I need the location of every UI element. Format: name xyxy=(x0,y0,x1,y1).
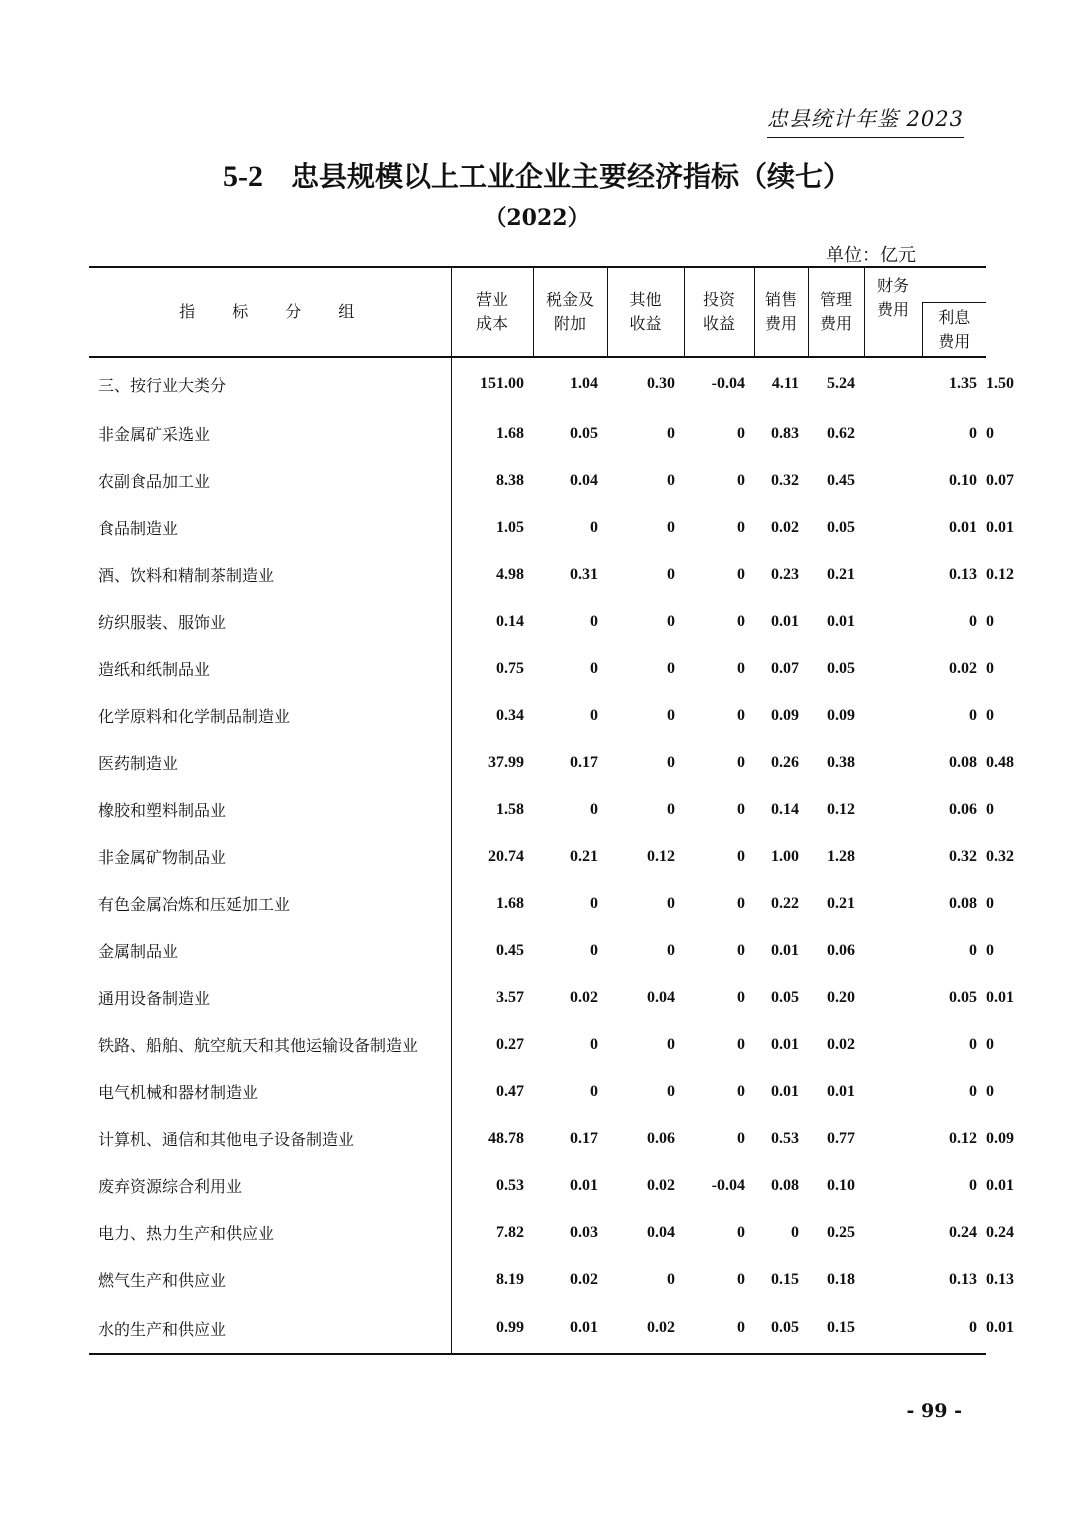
table-cell: 0 xyxy=(667,894,675,912)
table-cell: 0 xyxy=(969,941,977,959)
row-label: 有色金属冶炼和压延加工业 xyxy=(89,880,451,927)
table-cell: 0.01 xyxy=(827,1082,855,1100)
table-cell: 0.05 xyxy=(771,1319,799,1336)
table-row: 废弃资源综合利用业 0.53 0.01 0.02 -0.04 0.08 0.10 0 0.01 xyxy=(89,1162,986,1209)
row-label: 非金属矿物制品业 xyxy=(89,833,451,880)
table-cell: 0.02 xyxy=(647,1319,675,1336)
page-number: - 99 - xyxy=(906,1400,962,1422)
table-cell: 0.05 xyxy=(570,424,598,442)
table-cell: 0 xyxy=(737,1319,745,1336)
table-cell: 0 xyxy=(737,1270,745,1288)
table-cell: 0 xyxy=(590,1035,598,1053)
table-cell: 0 xyxy=(667,800,675,818)
table-cell: 0 xyxy=(969,1319,977,1336)
table-cell: 0 xyxy=(969,706,977,724)
table-cell: 0 xyxy=(667,659,675,677)
table-row: 水的生产和供应业 0.99 0.01 0.02 0 0.05 0.15 0 0.01 xyxy=(89,1303,986,1353)
header-interest-expenses: 利息 费用 xyxy=(922,302,987,356)
table-cell: 0 xyxy=(667,1035,675,1053)
row-label: 电力、热力生产和供应业 xyxy=(89,1209,451,1256)
table-cell: 0.04 xyxy=(647,1223,675,1241)
table-cell: 0.13 xyxy=(949,1270,977,1288)
table-cell: 0.08 xyxy=(949,894,977,912)
table-cell: 3.57 xyxy=(496,988,524,1006)
table-cell: 0.12 xyxy=(647,847,675,865)
table-cell: 0.01 xyxy=(827,612,855,630)
table-cell: 0 xyxy=(667,471,675,489)
table-cell: 8.38 xyxy=(496,471,524,489)
table-cell: 0 xyxy=(737,894,745,912)
table-cell: 151.00 xyxy=(480,375,524,392)
table-cell: 0.20 xyxy=(827,988,855,1006)
table-cell: 0 xyxy=(590,894,598,912)
table-cell: 1.05 xyxy=(496,518,524,536)
table-cell: 0.05 xyxy=(771,988,799,1006)
table-cell: 0.24 xyxy=(949,1223,977,1241)
table-cell: 0 xyxy=(737,1223,745,1241)
row-label: 非金属矿采选业 xyxy=(89,410,451,457)
table-cell: 0.05 xyxy=(827,659,855,677)
table-cell: 0.32 xyxy=(949,847,977,865)
table-number: 5-2 xyxy=(222,160,263,193)
table-cell: 0 xyxy=(969,1176,977,1194)
table-cell: 4.98 xyxy=(496,565,524,583)
table-row: 通用设备制造业 3.57 0.02 0.04 0 0.05 0.20 0.05 0.01 xyxy=(89,974,986,1021)
table-cell: 0 xyxy=(667,565,675,583)
table-cell: 0.23 xyxy=(771,565,799,583)
table-cell: 0.13 xyxy=(949,565,977,583)
table-cell: 0 xyxy=(969,612,977,630)
header-operating-cost: 营业 成本 xyxy=(451,268,533,357)
row-label: 铁路、船舶、航空航天和其他运输设备制造业 xyxy=(89,1021,451,1068)
table-cell: 0 xyxy=(737,471,745,489)
table-cell: 0.62 xyxy=(827,424,855,442)
table-cell: 0 xyxy=(737,565,745,583)
table-cell: 0.09 xyxy=(771,706,799,724)
table-cell: 0.01 xyxy=(570,1176,598,1194)
row-label: 燃气生产和供应业 xyxy=(89,1256,451,1303)
table-cell: 0.53 xyxy=(496,1176,524,1194)
table-cell: 0 xyxy=(667,518,675,536)
table-cell: 0.03 xyxy=(570,1223,598,1241)
table-row: 造纸和纸制品业 0.75 0 0 0 0.07 0.05 0.02 0 xyxy=(89,645,986,692)
table-cell: 0.99 xyxy=(496,1319,524,1336)
row-label: 酒、饮料和精制茶制造业 xyxy=(89,551,451,598)
table-row: 纺织服装、服饰业 0.14 0 0 0 0.01 0.01 0 0 xyxy=(89,598,986,645)
table-cell: 0.06 xyxy=(949,800,977,818)
table-cell: 0.01 xyxy=(771,941,799,959)
table-cell: 0.06 xyxy=(827,941,855,959)
header-other-income: 其他 收益 xyxy=(607,268,684,357)
table-cell: 0 xyxy=(667,1082,675,1100)
row-label: 三、按行业大类分 xyxy=(89,357,451,410)
table-row: 三、按行业大类分 151.00 1.04 0.30 -0.04 4.11 5.24 1.35 1.50 xyxy=(89,357,986,410)
table-cell: 8.19 xyxy=(496,1270,524,1288)
table-row: 食品制造业 1.05 0 0 0 0.02 0.05 0.01 0.01 xyxy=(89,504,986,551)
table-cell: -0.04 xyxy=(711,1176,745,1194)
table-row: 计算机、通信和其他电子设备制造业 48.78 0.17 0.06 0 0.53 0.77 0.12 0.09 xyxy=(89,1115,986,1162)
table-cell: 0 xyxy=(737,1082,745,1100)
table-cell: 0.34 xyxy=(496,706,524,724)
table-cell: 0.02 xyxy=(949,659,977,677)
table-cell: 0.21 xyxy=(827,894,855,912)
table-cell: 0.14 xyxy=(771,800,799,818)
table-cell: 0.25 xyxy=(827,1223,855,1241)
table-cell: 0 xyxy=(667,753,675,771)
table-cell: 0.15 xyxy=(771,1270,799,1288)
table-row: 燃气生产和供应业 8.19 0.02 0 0 0.15 0.18 0.13 0.13 xyxy=(89,1256,986,1303)
table-cell: -0.04 xyxy=(711,375,745,392)
table-cell: 1.68 xyxy=(496,894,524,912)
table-cell: 0.53 xyxy=(771,1129,799,1147)
table-subtitle: （2022） xyxy=(484,205,590,231)
table-cell: 0 xyxy=(737,1129,745,1147)
table-cell: 0 xyxy=(667,424,675,442)
table-row: 非金属矿采选业 1.68 0.05 0 0 0.83 0.62 0 0 xyxy=(89,410,986,457)
table-cell: 0 xyxy=(590,1082,598,1100)
table-cell: 0.17 xyxy=(570,753,598,771)
row-label: 造纸和纸制品业 xyxy=(89,645,451,692)
table-cell: 7.82 xyxy=(496,1223,524,1241)
table-cell: 0.38 xyxy=(827,753,855,771)
table-cell: 0 xyxy=(737,518,745,536)
table-cell: 0.02 xyxy=(570,988,598,1006)
table-cell: 0.05 xyxy=(827,518,855,536)
table-cell: 0 xyxy=(791,1223,799,1241)
table-cell: 48.78 xyxy=(488,1129,524,1147)
table-cell: 0 xyxy=(590,941,598,959)
row-label: 食品制造业 xyxy=(89,504,451,551)
table-cell: 0.27 xyxy=(496,1035,524,1053)
header-investment-income: 投资 收益 xyxy=(684,268,754,357)
row-label: 化学原料和化学制品制造业 xyxy=(89,692,451,739)
table-cell: 0 xyxy=(667,941,675,959)
table-cell: 0 xyxy=(737,847,745,865)
table-row: 电气机械和器材制造业 0.47 0 0 0 0.01 0.01 0 0 xyxy=(89,1068,986,1115)
table-cell: 37.99 xyxy=(488,753,524,771)
running-head: 忠县统计年鉴 2023 xyxy=(767,103,964,138)
table-title: 忠县规模以上工业企业主要经济指标（续七） xyxy=(290,160,851,193)
table-cell: 0.47 xyxy=(496,1082,524,1100)
table-cell: 0.32 xyxy=(771,471,799,489)
table-cell: 0 xyxy=(590,612,598,630)
table-cell: 0 xyxy=(737,941,745,959)
table-cell: 0.83 xyxy=(771,424,799,442)
table-cell: 0.10 xyxy=(827,1176,855,1194)
table-row: 橡胶和塑料制品业 1.58 0 0 0 0.14 0.12 0.06 0 xyxy=(89,786,986,833)
table-cell: 1.00 xyxy=(771,847,799,865)
header-group: 指 标 分 组 xyxy=(89,268,451,357)
table-cell: 0.10 xyxy=(949,471,977,489)
table-cell: 0 xyxy=(737,424,745,442)
row-label: 医药制造业 xyxy=(89,739,451,786)
table-header-row xyxy=(89,268,986,357)
row-label: 废弃资源综合利用业 xyxy=(89,1162,451,1209)
table-cell: 0 xyxy=(737,800,745,818)
row-label: 农副食品加工业 xyxy=(89,457,451,504)
table-cell: 0 xyxy=(737,706,745,724)
table-row: 金属制品业 0.45 0 0 0 0.01 0.06 0 0 xyxy=(89,927,986,974)
row-label: 计算机、通信和其他电子设备制造业 xyxy=(89,1115,451,1162)
table-cell: 0 xyxy=(737,988,745,1006)
row-label: 橡胶和塑料制品业 xyxy=(89,786,451,833)
table-cell: 0 xyxy=(667,706,675,724)
table-cell: 20.74 xyxy=(488,847,524,865)
table-row: 非金属矿物制品业 20.74 0.21 0.12 0 1.00 1.28 0.32 0.32 xyxy=(89,833,986,880)
table-cell: 1.68 xyxy=(496,424,524,442)
table-row: 有色金属冶炼和压延加工业 1.68 0 0 0 0.22 0.21 0.08 0 xyxy=(89,880,986,927)
table-bottom-rule xyxy=(89,1353,986,1355)
table-cell: 0.02 xyxy=(647,1176,675,1194)
table-cell: 0.26 xyxy=(771,753,799,771)
table-cell: 0.09 xyxy=(827,706,855,724)
unit-label: 单位：亿元 xyxy=(826,245,916,266)
table-cell: 0.02 xyxy=(827,1035,855,1053)
table-cell: 0.01 xyxy=(771,612,799,630)
row-label: 通用设备制造业 xyxy=(89,974,451,1021)
table-cell: 0.01 xyxy=(949,518,977,536)
table-cell: 0 xyxy=(590,659,598,677)
table-cell: 0.01 xyxy=(771,1035,799,1053)
table-cell: 0.22 xyxy=(771,894,799,912)
table-cell: 0 xyxy=(737,753,745,771)
table-cell: 0.75 xyxy=(496,659,524,677)
row-label: 金属制品业 xyxy=(89,927,451,974)
table-cell: 0.18 xyxy=(827,1270,855,1288)
table-cell: 0 xyxy=(590,706,598,724)
table-cell: 0.21 xyxy=(827,565,855,583)
table-cell: 0.30 xyxy=(647,375,675,392)
header-taxes-surcharges: 税金及 附加 xyxy=(533,268,607,357)
table-cell: 0.01 xyxy=(771,1082,799,1100)
table-cell: 0.45 xyxy=(827,471,855,489)
table-cell: 0 xyxy=(969,1035,977,1053)
statistics-table xyxy=(89,266,1014,1355)
header-admin-expenses: 管理 费用 xyxy=(808,268,864,357)
table-cell: 0 xyxy=(590,518,598,536)
table-cell: 0 xyxy=(969,1082,977,1100)
table-cell: 1.28 xyxy=(827,847,855,865)
table-cell: 0.02 xyxy=(771,518,799,536)
table-cell: 1.04 xyxy=(570,375,598,392)
table-cell: 0 xyxy=(667,612,675,630)
table-cell: 0.77 xyxy=(827,1129,855,1147)
table-cell: 0.04 xyxy=(647,988,675,1006)
table-cell: 0.08 xyxy=(949,753,977,771)
table-row: 酒、饮料和精制茶制造业 4.98 0.31 0 0 0.23 0.21 0.13 0.12 xyxy=(89,551,986,598)
table-cell: 0.01 xyxy=(570,1319,598,1336)
table-cell: 0.06 xyxy=(647,1129,675,1147)
table-cell: 4.11 xyxy=(771,375,799,392)
table-cell: 0.15 xyxy=(827,1319,855,1336)
table-cell: 0 xyxy=(737,659,745,677)
table-cell: 0 xyxy=(590,800,598,818)
table-cell: 0.17 xyxy=(570,1129,598,1147)
header-financial-expenses: 财务 费用 利息 费用 xyxy=(864,268,986,357)
table-cell: 0.45 xyxy=(496,941,524,959)
table-cell: 0 xyxy=(737,612,745,630)
table-cell: 0.04 xyxy=(570,471,598,489)
table-cell: 0.14 xyxy=(496,612,524,630)
table-cell: 1.58 xyxy=(496,800,524,818)
table-cell: 0.31 xyxy=(570,565,598,583)
row-label: 纺织服装、服饰业 xyxy=(89,598,451,645)
table-cell: 1.35 xyxy=(949,375,977,392)
table-row: 电力、热力生产和供应业 7.82 0.03 0.04 0 0 0.25 0.24 0.24 xyxy=(89,1209,986,1256)
table-cell: 0 xyxy=(737,1035,745,1053)
row-label: 水的生产和供应业 xyxy=(89,1303,451,1353)
header-selling-expenses: 销售 费用 xyxy=(754,268,808,357)
table-cell: 0 xyxy=(667,1270,675,1288)
table-row: 农副食品加工业 8.38 0.04 0 0 0.32 0.45 0.10 0.07 xyxy=(89,457,986,504)
row-label: 电气机械和器材制造业 xyxy=(89,1068,451,1115)
table-cell: 0.12 xyxy=(949,1129,977,1147)
table-cell: 0.08 xyxy=(771,1176,799,1194)
table-cell: 0 xyxy=(969,424,977,442)
table-cell: 0.21 xyxy=(570,847,598,865)
table-cell: 0.12 xyxy=(827,800,855,818)
page-title xyxy=(0,155,1074,195)
table-row: 铁路、船舶、航空航天和其他运输设备制造业 0.27 0 0 0 0.01 0.02 0 0 xyxy=(89,1021,986,1068)
table-cell: 0.07 xyxy=(771,659,799,677)
table-cell: 0.02 xyxy=(570,1270,598,1288)
table-row: 化学原料和化学制品制造业 0.34 0 0 0 0.09 0.09 0 0 xyxy=(89,692,986,739)
table-cell: 5.24 xyxy=(827,375,855,392)
table-row: 医药制造业 37.99 0.17 0 0 0.26 0.38 0.08 0.48 xyxy=(89,739,986,786)
table-cell: 0.05 xyxy=(949,988,977,1006)
